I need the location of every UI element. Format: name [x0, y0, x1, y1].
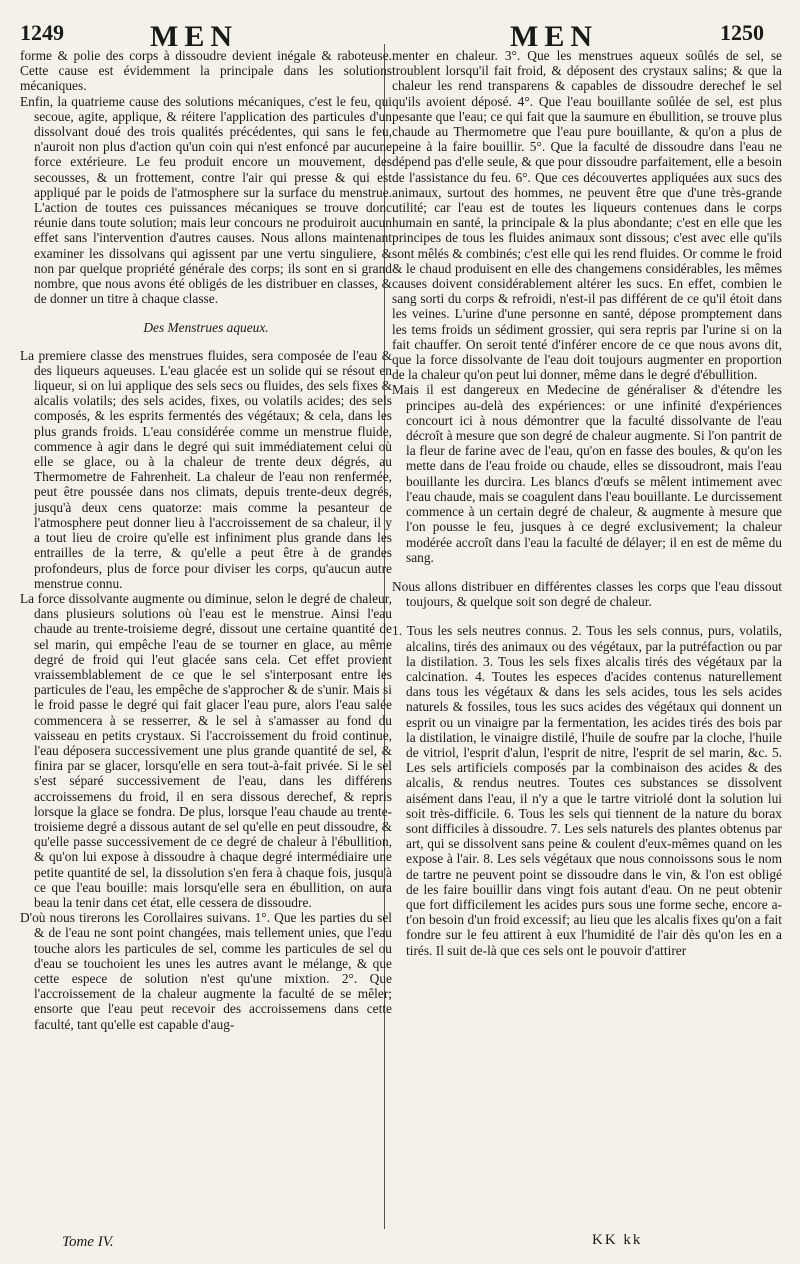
spacer — [392, 565, 782, 579]
right-page-number: 1250 — [720, 20, 764, 45]
signature-mark: KK kk — [592, 1232, 643, 1248]
right-paragraph-4: 1. Tous les sels neutres connus. 2. Tous les sels connus, purs, volatils, alcalins, tirés des animaux ou des végétaux, par la putréfaction ou par la distilation. 3. Tous les sels fixes alcalis tirés des végétaux par la calcination. 4. Toutes les especes d'acides contenus naturellement dans tous les végétaux & dans les sels acides, tous les sels acides naturels & fossiles, tous les sucs acides des végétaux qui donnent un esprit ou un vinaigre par la fermentation, les acides tirés des bois par la distilation, le vinaigre distilé, l'huile de soufre par la cloche, l'huile de vitriol, l'esprit d'alun, l'esprit de nitre, l'esprit de sel marin, &c. 5. Les sels artificiels composés par la combinaison des acides & des alcalis, & rendus neutres. Toutes ces substances se dissolvent aisément dans l'eau, il n'y a que le tartre vitriolé dont la solution lui soit très-difficile. 6. Tous les sels qui tiennent de la nature du borax sont difficiles à dissoudre. 7. Les sels naturels des plantes obtenus par art, qui se dissolvent sans peine & coulent d'eux-mêmes quand on les expose à l'air. 8. Les sels végétaux que nous connoissons sous le nom de tartre ne peuvent point se dissoudre dans le vin, & l'on est obligé de les faire bouillir dans vingt fois autant d'eau. On ne peut obtenir que fort difficilement les acides purs sous une forme seche, encore a-t'on besoin d'un froid excessif; au lieu que les alcalis fixes qu'on a fait fondre sur le feu attirent à eux l'humidité de l'air dès qu'on les en a tirés. Il suit de-là que ces sels ont le pouvoir d'attirer — [392, 623, 782, 958]
right-running-head: MEN — [510, 20, 598, 53]
left-column — [20, 48, 392, 1032]
left-paragraph-3: La premiere classe des menstrues fluides, sera composée de l'eau & des liqueurs aqueuses. L'eau glacée est un solide qui se résout en liqueur, si on lui applique des sels secs ou fluides, des sels fixes & alcalis volatils; des sels acides, fixes, ou volatils acides; des sels composés, & les esprits fermentés des végétaux; & cela, dans les plus grands froids. L'eau considérée comme un menstrue fluide, commence à agir dans le degré qui suit immédiatement celui où elle se glace, ou à la chaleur de trente deux dégrés, au Thermometre de Fahrenheit. La chaleur de l'eau non renfermée, peut être poussée dans nos climats, depuis trente-deux degrés, jusqu'à deux cens quatorze: mais comme la pesanteur de l'atmosphere peut donner lieu à l'accroissement de sa chaleur, il y a tout lieu de croire qu'elle est infiniment plus grande dans les entrailles de la terre, & qu'elle a peut être à de grandes profondeurs, plus de force pour diviser les corps, qu'aucun autre menstrue connu. — [20, 347, 392, 591]
left-page-number: 1249 — [20, 20, 64, 45]
right-paragraph-2: Mais il est dangereux en Medecine de généraliser & d'étendre les principes au-delà des expériences: or une infinité d'expériences concourt ici à nous démontrer que la faculté dissolvante de l'eau décroît à mesure que son degré de chaleur augmente. Si l'on pantrit de la fleur de farine avec de l'eau, qu'on en fasse des boules, & qu'on les mette dans de l'eau froide ou chaude, elles se dissoudront, mais l'eau bouillante les durcira. Les blancs d'œufs se mêlent intimement avec l'eau chaude, mais se coagulent dans l'eau bouillante. Le durcissement commence à un certain degré de chaleur, & augmente à mesure que l'on pousse le feu, jusques à ce degré exclusivement; la chaleur modérée accroît dans l'eau la faculté de délayer; il en est de même du sang. — [392, 382, 782, 565]
left-paragraph-4: La force dissolvante augmente ou diminue, selon le degré de chaleur, dans plusieurs solutions où l'eau est le menstrue. Ainsi l'eau chaude au trente-troisieme degré, dissout une certaine quantité de sel marin, qui empêche l'eau de se tourner en glace, au même degré de froid qui l'eut glacée sans cela. Cet effet provient vraissemblablement de ce que le sel s'interposant entre les particules de l'eau, les empêche de s'approcher & de s'unir. Mais si le froid passe le degré qui fait glacer l'eau pure, alors l'eau salée commencera à se resserrer, & le sel à s'amasser au fond du vaisseau en petits crystaux. Si l'accroissement du froid continue, l'eau déposera successivement une plus grande quantité de sel, & finira par se glacer, lorsqu'elle en sera tout-à-fait privée. Si le sel s'est séparé successivement de l'eau, dans les différens accroissemens du froid, il en sera dissous derechef, & repris lorsque la glace se fondra. De plus, lorsque l'eau chaude au trente-troisieme degré a dissous autant de sel qu'elle en peut dissoudre, & qu'elle passe successivement de ce degré de chaleur à l'ébullition, & qu'on lui expose à dissoudre à chaque degré intermédiaire une petite quantité de sel, la dissolution s'en fera à chaque fois, jusqu'à ce que l'eau bouille: mais lorsqu'elle sera en ébullition, on aura beau la tenir dans cet état, elle cessera de dissoudre. — [20, 590, 392, 910]
right-paragraph-3: Nous allons distribuer en différentes classes les corps que l'eau dissout toujours, & quelque soit son degré de chaleur. — [392, 578, 782, 610]
right-column — [392, 48, 782, 958]
volume-label: Tome IV. — [62, 1234, 114, 1250]
left-paragraph-1: forme & polie des corps à dissoudre devient inégale & raboteuse. Cette cause est évidemment la principale dans les solutions mécaniques. — [20, 48, 392, 94]
right-paragraph-1: menter en chaleur. 3°. Que les menstrues aqueux soûlés de sel, se troublent lorsqu'il fait froid, & déposent des crystaux salins; & que la chaleur les rend transparens & capables de dissoudre derechef le sel qu'ils avoient déposé. 4°. Que l'eau bouillante soûlée de sel, est plus pesante que l'eau; ce qui fait que la saumure en ébullition, se trouve plus chaude au Thermometre que l'eau pure bouillante, & qu'on a plus de peine à la faire bouillir. 5°. Que la faculté de dissoudre dans l'eau ne dépend pas d'elle seule, & que pour dissoudre parfaitement, elle a besoin de l'assistance du feu. 6°. Que ces découvertes appliquées aux sucs des animaux, surtout des hommes, ne peuvent être que d'une très-grande utilité; car l'eau est de toutes les liqueurs contenues dans le corps humain en santé, la principale & la plus abondante; c'est en elle que les principes de tous les fluides animaux sont dissous; c'est avec elle qu'ils sont mêlés & combinés; c'est elle qui les rend fluides. Or comme le froid & le chaud produisent en elle des changemens considérables, les mêmes causes doivent considérablement altérer les sucs. En effet, combien le sang sorti du corps & refroidi, n'est-il pas différent de ce qu'il étoit dans les veines. L'urine d'une personne en santé, dépose promptement dans les tems froids un sédiment grossier, qui sera repris par l'urine si on la fait chauffer. On seroit tenté d'inférer encore de ce que nous avons dit, que la force dissolvante de l'eau doit toujours augmenter en proportion de la chaleur qu'on peut lui donner, même dans le degré d'ébullition. — [392, 48, 782, 383]
section-heading: Des Menstrues aqueux. — [143, 320, 269, 336]
left-paragraph-5: D'où nous tirerons les Corollaires suivans. 1°. Que les parties du sel & de l'eau ne sont point changées, mais tellement unies, que l'eau touche alors les particules de sel, comme les particules de sel ou d'eau se touchoient les unes les autres avant le mélange, & que cette espece de solution n'est qu'une mixtion. 2°. Que l'accroissement de la chaleur augmente la faculté de se mêler; ensorte que l'eau peut recevoir des accroissemens dans cette faculté, tant qu'elle est capable d'aug- — [20, 910, 392, 1032]
spacer — [392, 609, 782, 623]
left-running-head: MEN — [150, 20, 238, 53]
left-paragraph-2: Enfin, la quatrieme cause des solutions mécaniques, c'est le feu, qui secoue, agite, applique, & réitere l'application des particules d'un dissolvant doué des trois qualités précédentes, qui sans le feu, n'auroit non plus d'action qu'un coin qui n'est enfoncé par aucune force extérieure. Le feu produit encore un mouvement, des secousses, & un frottement, contre l'air qui presse & qui est appliqué par le poids de l'atmosphere sur la surface du menstrue. L'action de toutes ces puissances mécaniques se trouve donc réunie dans toute solution; mais leur concours ne produiroit aucun effet sans l'intervention d'autres causes. Nous allons maintenant examiner les dissolvans qui agissent par une vertu singuliere, & non par quelque propriété générale des corps; ils sont en si grand nombre, que nous avons été obligés de les distribuer en classes, & de donner un titre à chaque classe. — [20, 93, 392, 307]
